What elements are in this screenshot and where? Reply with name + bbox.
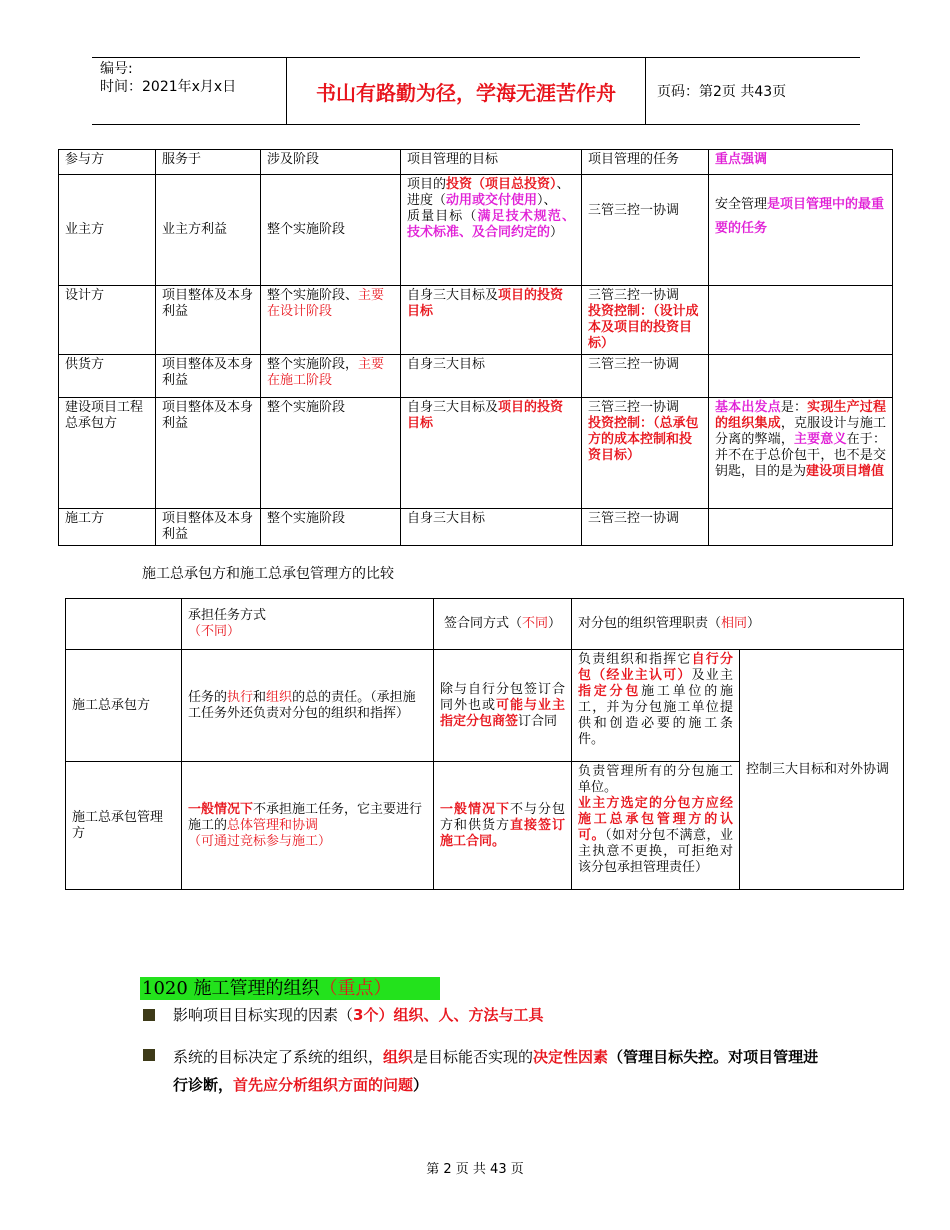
serves-cell: 业主方利益 xyxy=(156,175,261,286)
task-cell: 三管三控一协调 xyxy=(582,175,709,286)
header-meta xyxy=(92,58,287,124)
table-row xyxy=(59,398,893,509)
col-header: 服务于 xyxy=(156,150,261,175)
table-row xyxy=(66,650,904,762)
col-header: 重点强调 xyxy=(709,150,893,175)
serves-cell: 项目整体及本身利益 xyxy=(156,355,261,398)
serves-cell: 项目整体及本身利益 xyxy=(156,286,261,355)
stage-cell: 整个实施阶段、主要在设计阶段 xyxy=(261,286,401,355)
goal-cell: 自身三大目标及项目的投资目标 xyxy=(401,286,582,355)
row-name: 施工总承包方 xyxy=(66,650,182,762)
col-header: 项目管理的目标 xyxy=(401,150,582,175)
stage-cell: 整个实施阶段，主要在施工阶段 xyxy=(261,355,401,398)
emph-cell xyxy=(709,355,893,398)
table-row xyxy=(59,509,893,546)
emph-cell: 基本出发点是：实现生产过程的组织集成，克服设计与施工分离的弊端，主要意义在于：并不在于总价包干，也不是交钥匙，目的是为建设项目增值 xyxy=(709,398,893,509)
col-header-empty xyxy=(66,599,182,650)
table-header-row xyxy=(66,599,904,650)
comparison-caption: 施工总承包方和施工总承包管理方的比较 xyxy=(142,566,394,582)
table-row xyxy=(59,175,893,286)
party-cell: 建设项目工程总承包方 xyxy=(59,398,156,509)
duty-cell: 负责组织和指挥它自行分包（经业主认可）及业主指定分包施工单位的施工，并为分包施工单位提供和创造必要的施工条件。 xyxy=(572,650,740,762)
col-header: 签合同方式（不同） xyxy=(434,599,572,650)
time-label: 时间：2021年x月x日 xyxy=(100,79,237,95)
header-page-info: 页码：第2页 共43页 xyxy=(657,84,787,100)
table-row xyxy=(59,286,893,355)
contract-cell: 除与自行分包签订合同外也或可能与业主指定分包商签订合同 xyxy=(434,650,572,762)
participants-table xyxy=(58,149,893,546)
emph-cell xyxy=(709,286,893,355)
col-header: 参与方 xyxy=(59,150,156,175)
section-heading: 1020 施工管理的组织（重点） xyxy=(140,977,440,1000)
task-cell: 任务的执行和组织的总的责任。（承担施工任务外还负责对分包的组织和指挥） xyxy=(182,650,434,762)
goal-cell: 自身三大目标 xyxy=(401,355,582,398)
number-label: 编号: xyxy=(100,61,133,77)
task-cell: 三管三控一协调 xyxy=(582,355,709,398)
duty-cell: 负责管理所有的分包施工单位。 业主方选定的分包方应经施工总承包管理方的认可。（如对分包不满意，业主执意不更换，可拒绝对该分包承担管理责任） xyxy=(572,762,740,890)
party-cell: 设计方 xyxy=(59,286,156,355)
col-header: 涉及阶段 xyxy=(261,150,401,175)
bullet-item: 系统的目标决定了系统的组织，组织是目标能否实现的决定性因素（管理目标失控。对项目管理进行诊断，首先应分析组织方面的问题） xyxy=(143,1043,823,1099)
stage-cell: 整个实施阶段 xyxy=(261,509,401,546)
square-bullet-icon xyxy=(143,1049,155,1061)
goal-cell: 自身三大目标 xyxy=(401,509,582,546)
goal-cell: 自身三大目标及项目的投资目标 xyxy=(401,398,582,509)
goal-cell: 项目的投资（项目总投资）、 进度（动用或交付使用）、 质量目标（满足技术规范、技术标准、及合同约定的） xyxy=(401,175,582,286)
stage-cell: 整个实施阶段 xyxy=(261,175,401,286)
shared-duty-cell: 控制三大目标和对外协调 xyxy=(740,650,904,890)
emph-cell xyxy=(709,509,893,546)
table-row xyxy=(59,355,893,398)
col-header: 对分包的组织管理职责（相同） xyxy=(572,599,904,650)
header-motto: 书山有路勤为径，学海无涯苦作舟 xyxy=(287,58,646,124)
bullet-item: 影响项目目标实现的因素（3个）组织、人、方法与工具 xyxy=(143,1003,543,1027)
party-cell: 供货方 xyxy=(59,355,156,398)
serves-cell: 项目整体及本身利益 xyxy=(156,509,261,546)
square-bullet-icon xyxy=(143,1009,155,1021)
task-cell: 一般情况下不承担施工任务，它主要进行施工的总体管理和协调 （可通过竞标参与施工） xyxy=(182,762,434,890)
party-cell: 施工方 xyxy=(59,509,156,546)
task-cell: 三管三控一协调 投资控制：（设计成本及项目的投资目标） xyxy=(582,286,709,355)
task-cell: 三管三控一协调 投资控制：（总承包方的成本控制和投资目标） xyxy=(582,398,709,509)
serves-cell: 项目整体及本身利益 xyxy=(156,398,261,509)
row-name: 施工总承包管理方 xyxy=(66,762,182,890)
table-header-row xyxy=(59,150,893,175)
stage-cell: 整个实施阶段 xyxy=(261,398,401,509)
contract-cell: 一般情况下不与分包方和供货方直接签订施工合同。 xyxy=(434,762,572,890)
col-header: 承担任务方式 （不同） xyxy=(182,599,434,650)
comparison-table xyxy=(65,598,904,890)
emph-cell: 安全管理是项目管理中的最重要的任务 xyxy=(709,175,893,286)
task-cell: 三管三控一协调 xyxy=(582,509,709,546)
col-header: 项目管理的任务 xyxy=(582,150,709,175)
party-cell: 业主方 xyxy=(59,175,156,286)
page-footer: 第 2 页 共 43 页 xyxy=(426,1162,524,1177)
page-header xyxy=(92,57,860,125)
